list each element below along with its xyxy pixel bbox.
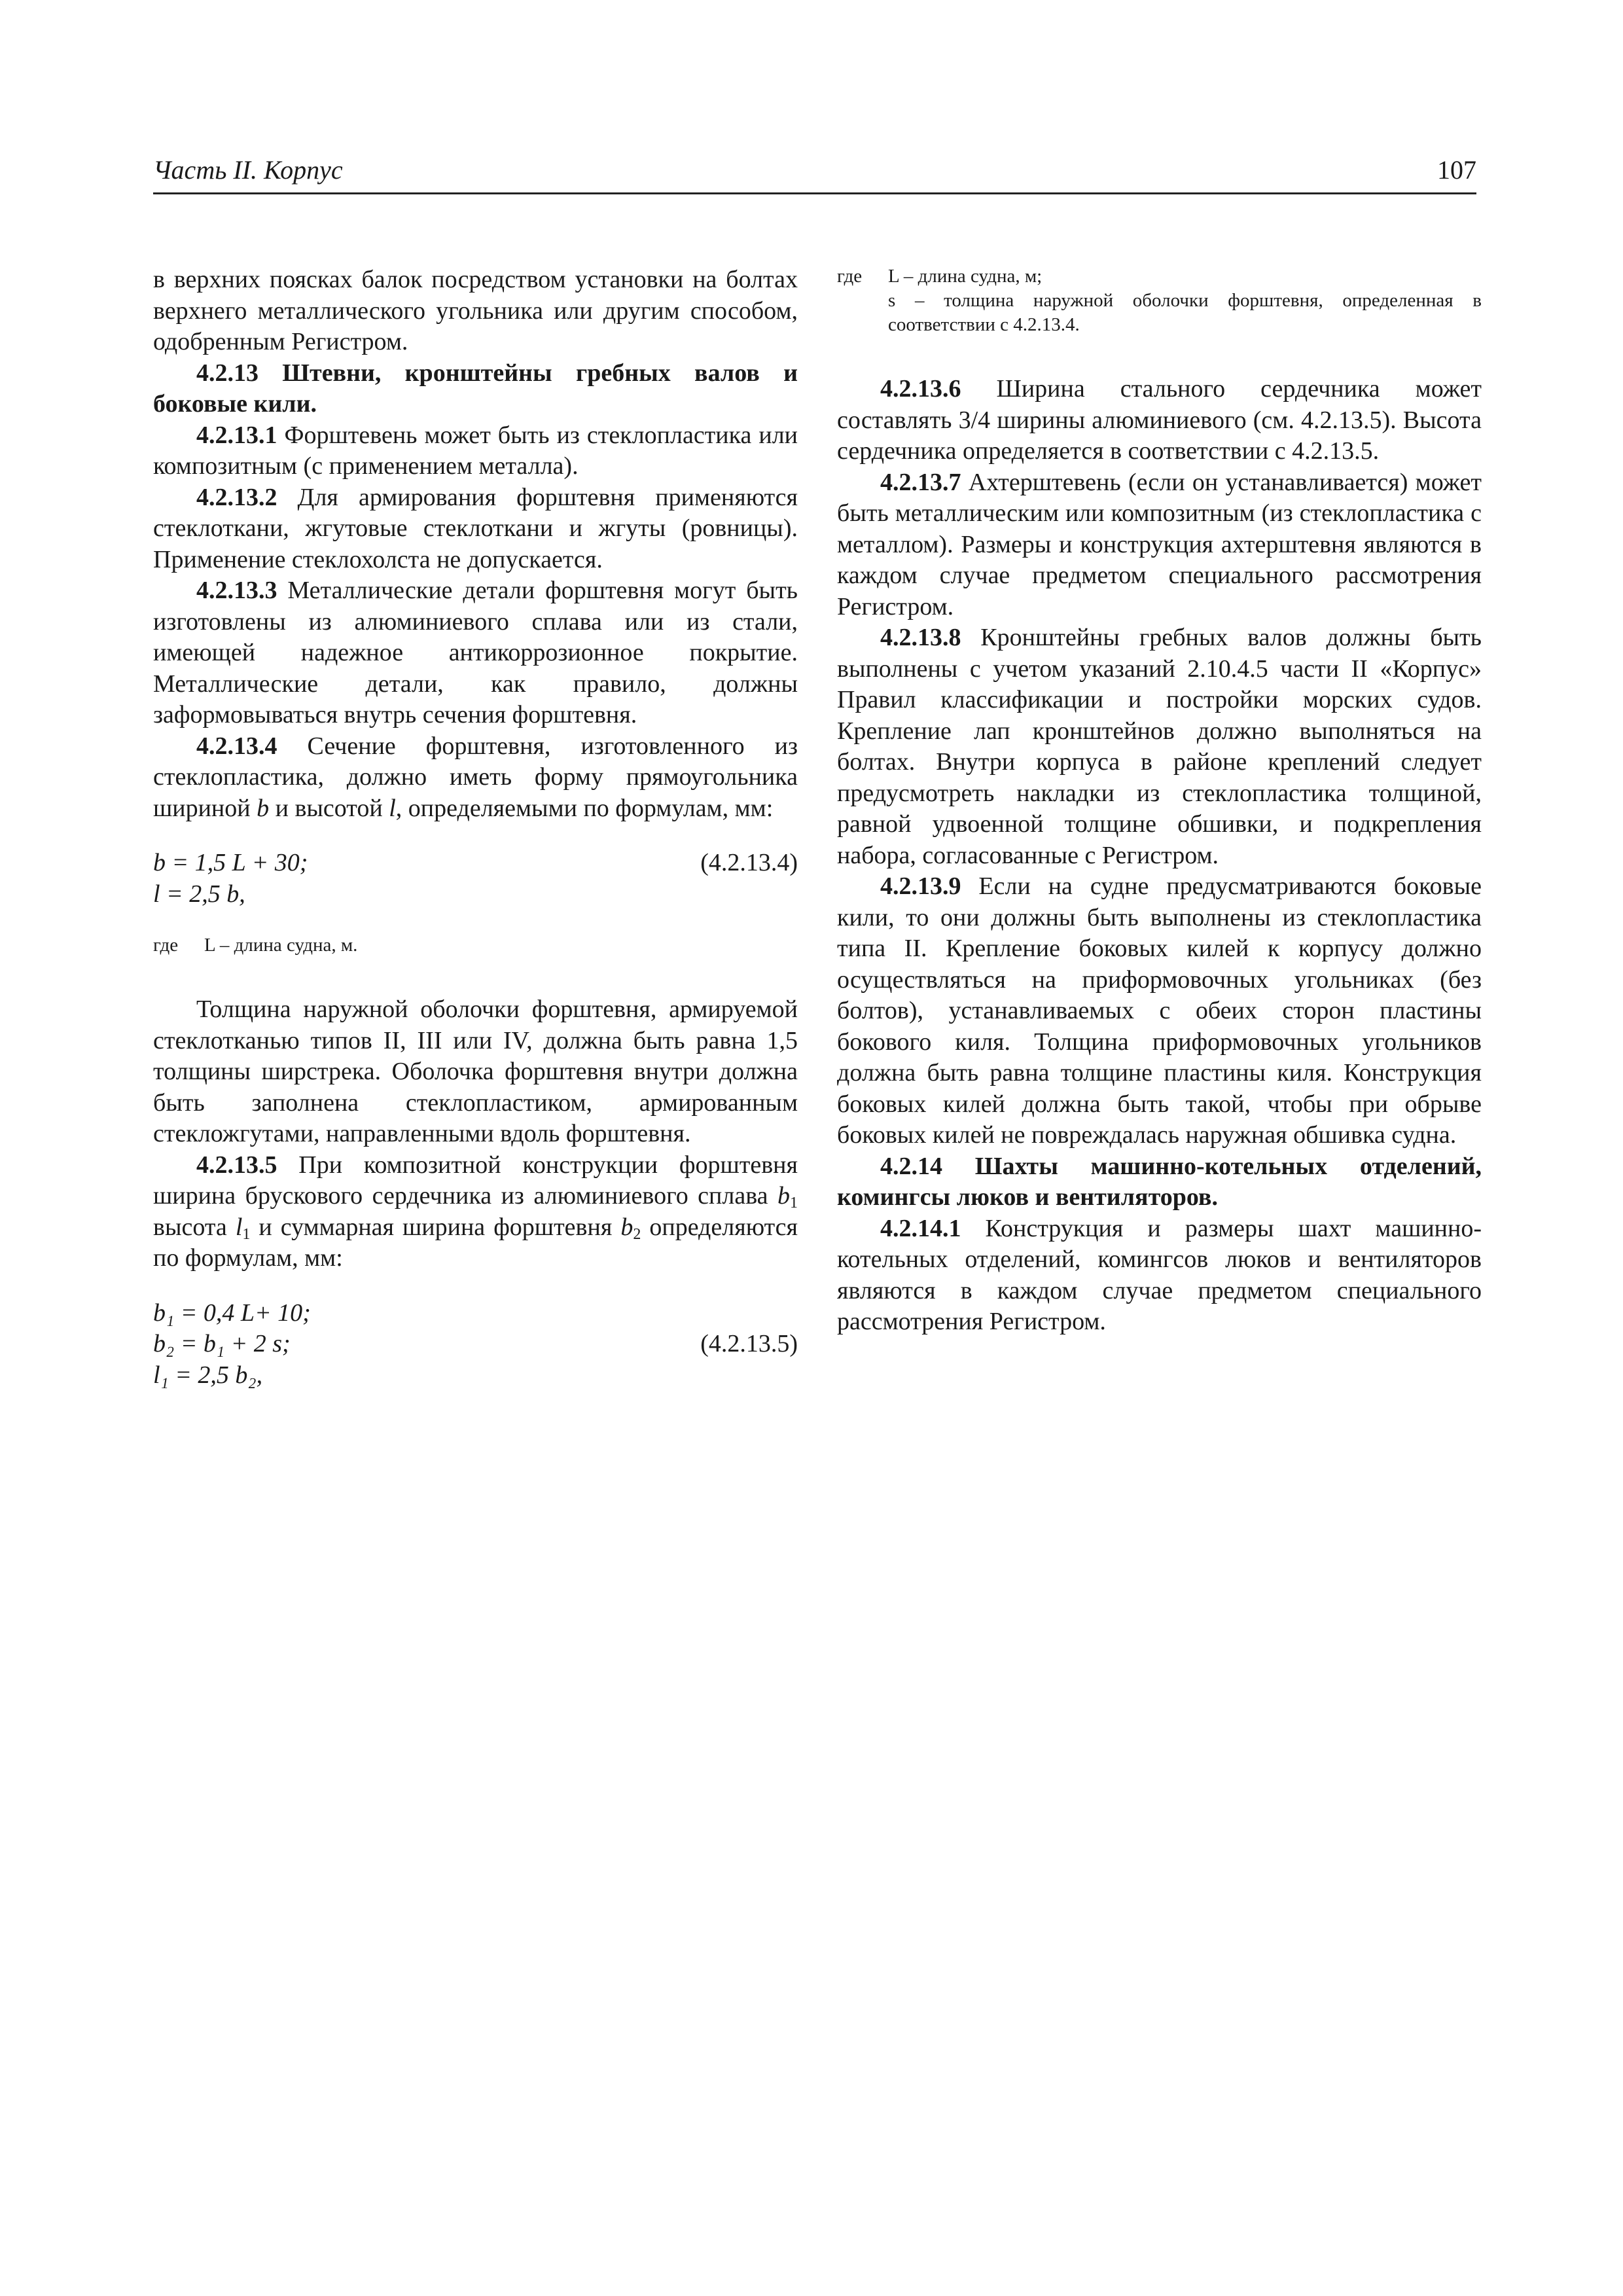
var-l: l <box>389 794 396 822</box>
clause-number: 4.2.13.4 <box>196 732 277 760</box>
running-title: Часть II. Корпус <box>153 155 343 185</box>
clause-4-2-13-2 <box>153 482 798 576</box>
right-column <box>837 264 1482 1338</box>
formula-number: (4.2.13.5) <box>700 1330 798 1357</box>
where-note <box>153 933 798 958</box>
clause-text: Металлические детали форштевня могут быть изготовлены из алюминиевого сплава или из стали, имеющей надежное антикоррозионное покрытие. Металлические детали, как правило, должны заформовываться внутрь сечения форштевня. <box>153 577 798 728</box>
section-heading-4-2-13: 4.2.13 Штевни, кронштейны гребных валов и боковые кили. <box>153 359 798 418</box>
left-column <box>153 264 798 1391</box>
formula-4-2-13-5-line-2 <box>153 1329 798 1360</box>
where-word: где <box>153 935 179 956</box>
clause-text: высота <box>153 1213 236 1241</box>
clause-text: Если на судне предусматриваются боковые кили, то они должны быть выполнены из стеклопластика типа II. Крепление боковых килей к корпусу должно осуществляться на приформовочных угольниках (без болтов), устанавливаемых с обеих сторон пластины бокового киля. Толщина приформовочных угольников должна быть равна толщине пластины киля. Конструкция боковых килей должна быть такой, чтобы при обрыве боковых килей не повреждалась наружная обшивка судна. <box>837 872 1482 1149</box>
clause-text: , определяемыми по формулам, мм: <box>395 794 774 822</box>
formula-line-2 <box>153 879 798 910</box>
clause-4-2-13-4 <box>153 731 798 825</box>
formula-line: b₁ = 0,4 L+ 10; <box>153 1299 311 1327</box>
clause-4-2-14-1 <box>837 1213 1482 1338</box>
where-note-2 <box>837 264 1482 337</box>
page-header <box>153 154 1476 191</box>
paragraph: в верхних поясках балок посредством установки на болтах верхнего металлического угольника или другим способом, одобренным Регистром. <box>153 266 798 355</box>
var-b: b <box>257 794 270 822</box>
clause-4-2-13-9 <box>837 871 1482 1151</box>
clause-text: Ширина стального сердечника может составлять 3/4 ширины алюминиевого (см. 4.2.13.5). Высота сердечника определяется в соответствии с 4.2.13.5. <box>837 375 1482 465</box>
formula-4-2-13-5-line-3 <box>153 1360 798 1391</box>
clause-text: Сечение форштевня, изготовленного из стеклопластика, должно иметь форму прямоугольника шириной <box>153 732 798 822</box>
clause-text: При композитной конструкции форштевня ширина брускового сердечника из алюминиевого сплава <box>153 1151 798 1210</box>
formula-4-2-13-4 <box>153 848 798 879</box>
clause-text: и высотой <box>269 794 389 822</box>
where-text: L – длина судна, м; <box>888 266 1043 287</box>
clause-text: Форштевень может быть из стеклопластика или композитным (с применением металла). <box>153 421 798 480</box>
clause-4-2-13-6 <box>837 374 1482 467</box>
clause-number: 4.2.13.9 <box>880 872 961 900</box>
where-text: s – толщина наружной оболочки форштевня, определенная в соответствии с 4.2.13.4. <box>888 290 1482 335</box>
clause-number: 4.2.13.6 <box>880 375 961 403</box>
where-text: L – длина судна, м. <box>204 935 358 956</box>
clause-text: и суммарная ширина форштевня <box>250 1213 621 1241</box>
clause-4-2-13-8 <box>837 622 1482 871</box>
header-rule <box>153 192 1476 194</box>
clause-4-2-13-1 <box>153 420 798 482</box>
clause-4-2-13-3 <box>153 575 798 731</box>
clause-number: 4.2.13.1 <box>196 421 277 449</box>
clause-number: 4.2.13.3 <box>196 577 277 604</box>
section-heading-4-2-14: 4.2.14 Шахты машинно-котельных отделений, комингсы люков и вентиляторов. <box>837 1152 1482 1211</box>
clause-number: 4.2.13.2 <box>196 483 277 511</box>
clause-4-2-13-7 <box>837 467 1482 623</box>
paragraph-thickness: Толщина наружной оболочки форштевня, армируемой стеклотканью типов II, III или IV, должна быть равна 1,5 толщины ширстрека. Оболочка форштевня внутри должна быть заполнена стеклопластиком, армированным стекложгутами, направленными вдоль форштевня. <box>153 996 798 1147</box>
clause-number: 4.2.14.1 <box>880 1214 961 1242</box>
clause-text: определяются по формулам, мм: <box>153 1213 798 1272</box>
page-number: 107 <box>1437 155 1476 185</box>
formula-line: b₂ = b₁ + 2 s; <box>153 1330 291 1357</box>
where-word: где <box>837 266 863 287</box>
formula-number: (4.2.13.4) <box>700 849 798 876</box>
clause-text: Конструкция и размеры шахт машинно-котельных отделений, комингсов люков и вентиляторов являются в каждом случае предметом специального рассмотрения Регистром. <box>837 1214 1482 1335</box>
formula-line: l₁ = 2,5 b₂, <box>153 1361 263 1389</box>
clause-number: 4.2.13.7 <box>880 468 961 496</box>
clause-text: Кронштейны гребных валов должны быть выполнены с учетом указаний 2.10.4.5 части II «Корпус» Правил классификации и постройки морских судов. Крепление лап кронштейнов должно выполняться на болтах. Внутри корпуса в районе креплений следует предусмотреть накладки из стеклопластика толщиной, равной удвоенной толщине обшивки, и подкрепления набора, согласованные с Регистром. <box>837 624 1482 869</box>
clause-number: 4.2.13.5 <box>196 1151 277 1179</box>
formula-line: l = 2,5 b, <box>153 880 245 908</box>
formula-line: b = 1,5 L + 30; <box>153 849 308 876</box>
formula-4-2-13-5-line-1 <box>153 1298 798 1329</box>
clause-number: 4.2.13.8 <box>880 624 961 651</box>
clause-text: Ахтерштевень (если он устанавливается) может быть металлическим или композитным (из стеклопластика с металлом). Размеры и конструкция ахтерштевня являются в каждом случае предметом специального рассмотрения Регистром. <box>837 468 1482 620</box>
clause-text: Для армирования форштевня применяются стеклоткани, жгутовые стеклоткани и жгуты (ровницы). Применение стеклохолста не допускается. <box>153 483 798 573</box>
clause-4-2-13-5: 4.2.13.5 При композитной конструкции форштевня ширина брускового сердечника из алюминиевого сплава $b_1$ высота $l_1$ и суммарная ширина форштевня $b_2$ определяются по формулам, мм: <box>153 1151 798 1272</box>
